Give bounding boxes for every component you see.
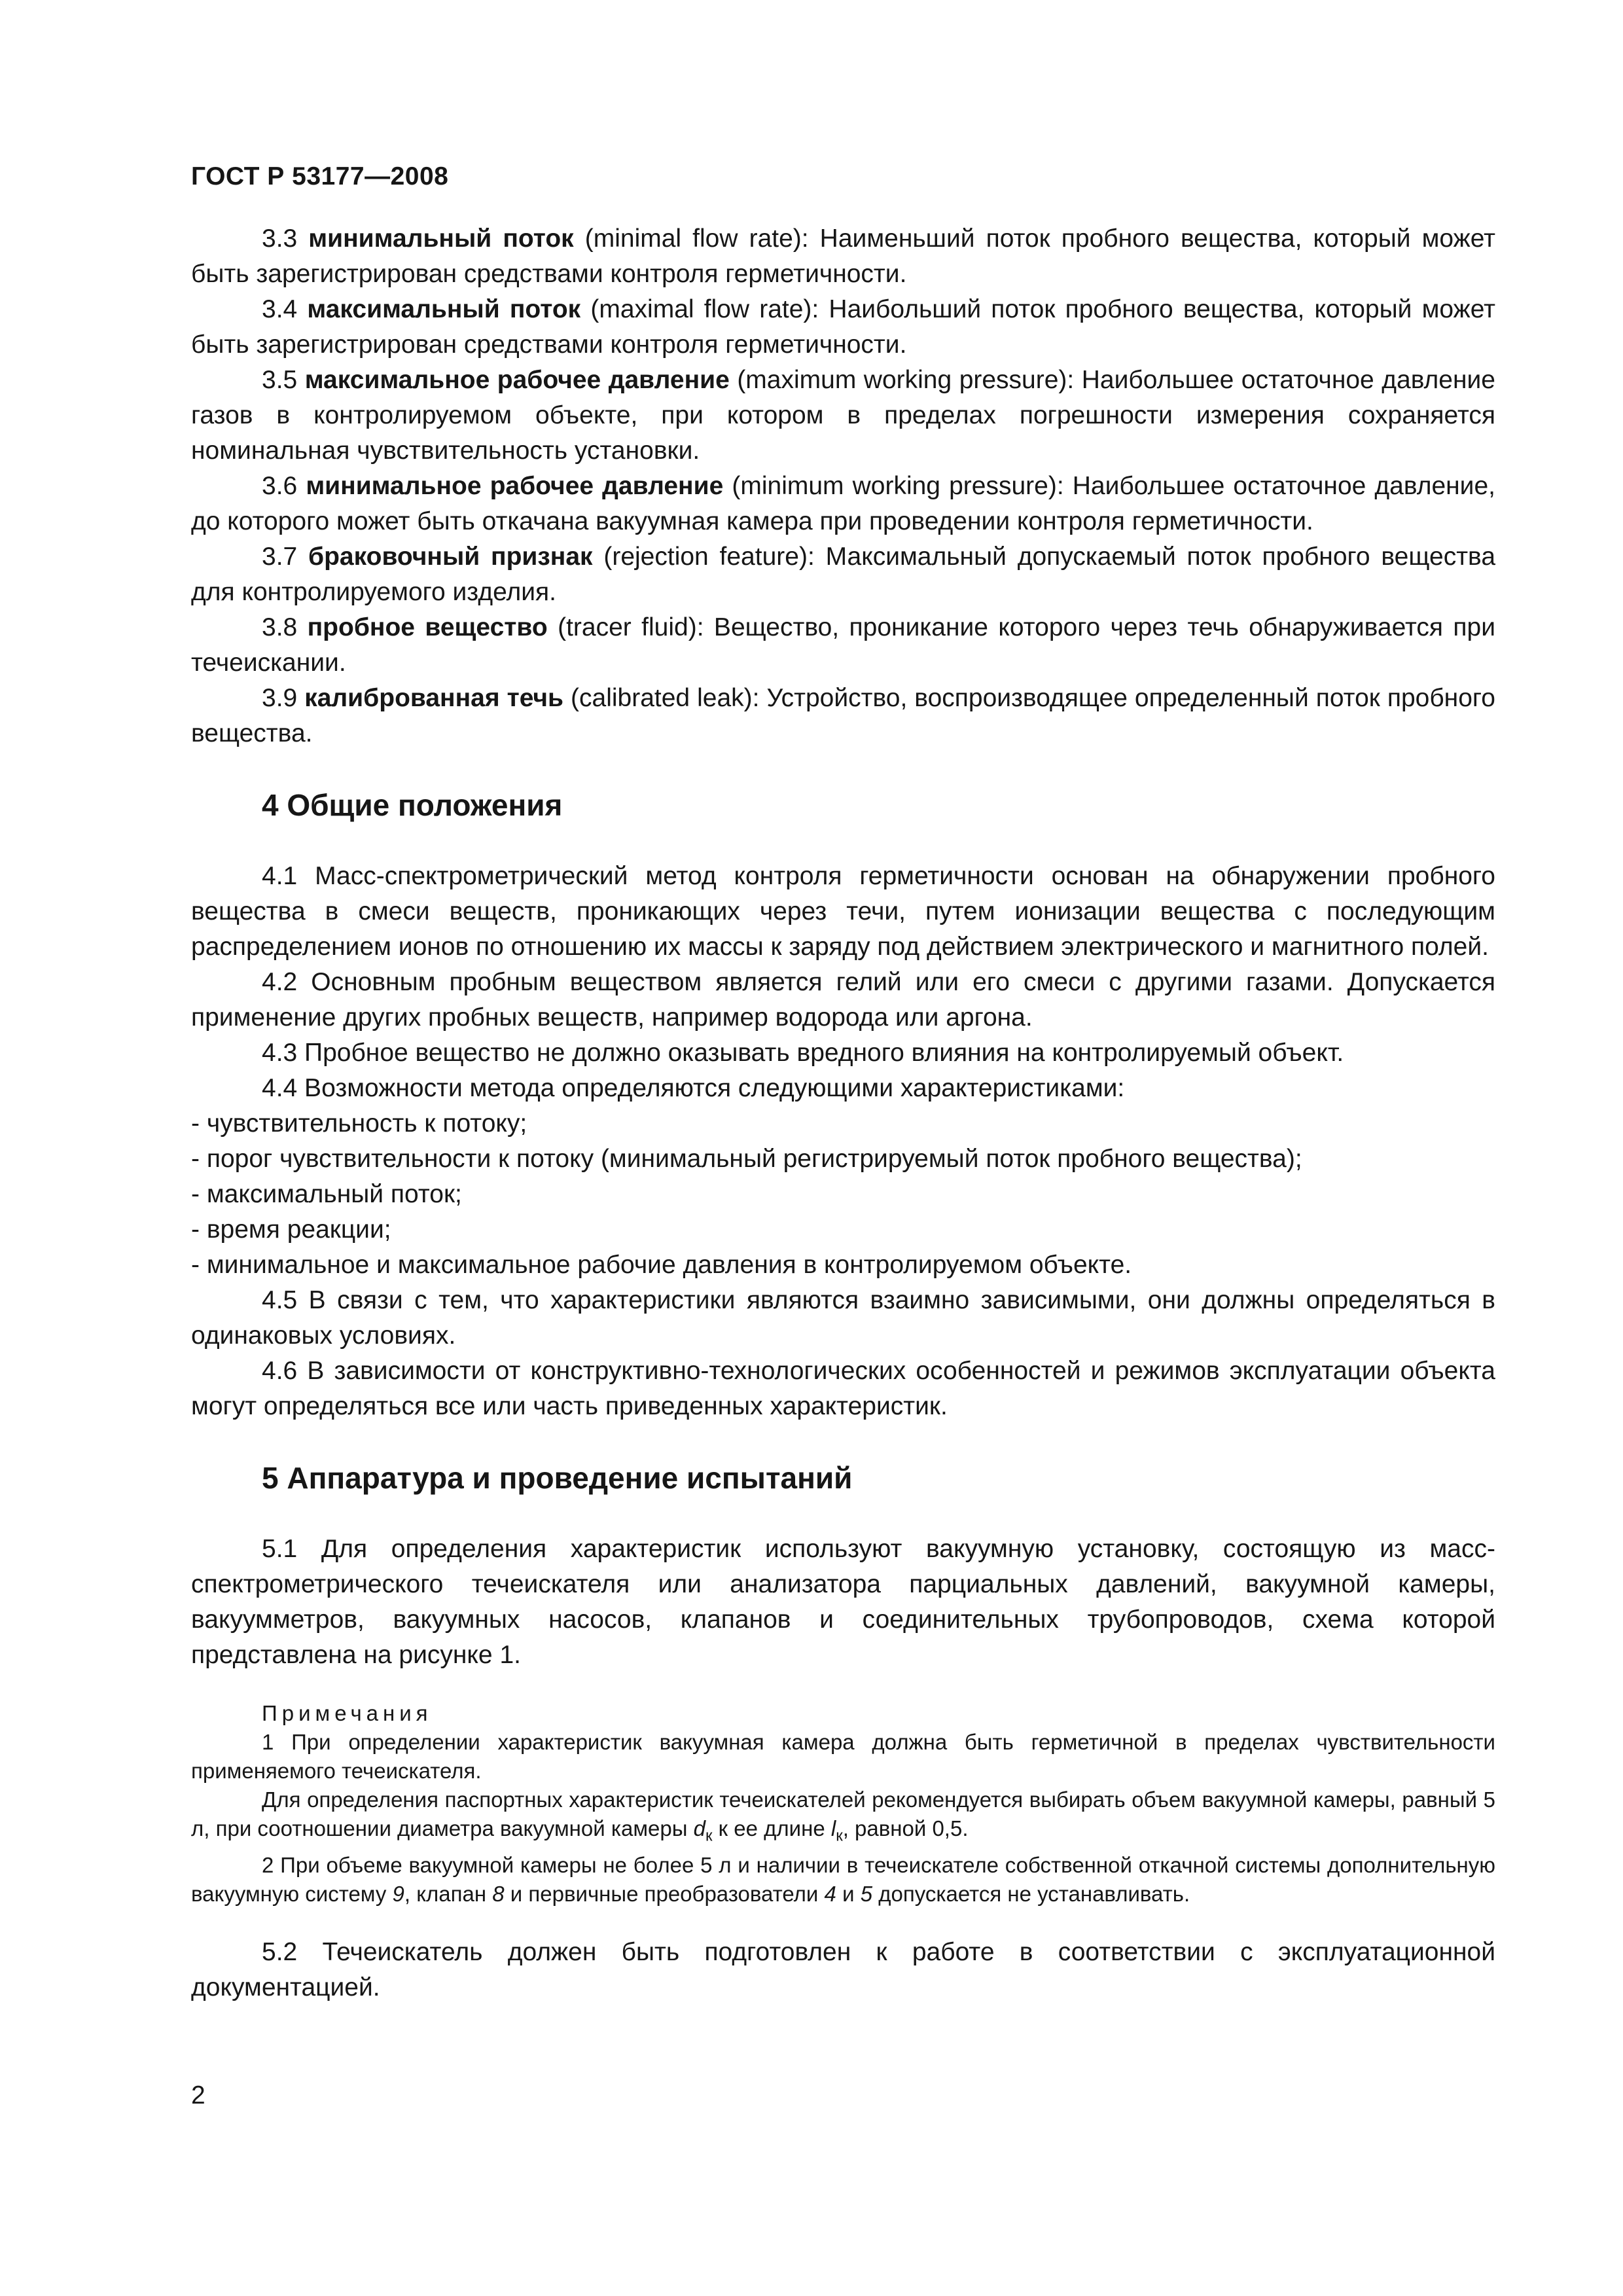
note-2: 2 При объеме вакуумной камеры не более 5 л и наличии в течеискателе собственной откачной системы дополнительную вакуумную систему 9, клапан 8 и первичные преобразователи 4 и 5 допускается не устанавливать. <box>191 1852 1495 1906</box>
paragraph-5-1: 5.1 Для определения характеристик используют вакуумную установку, состоящую из масс-спектрометрического течеискателя или анализатора парциальных давлений, вакуумной камеры, вакуумметров, вакуумных насосов, клапанов и соединительных трубопроводов, схема которой представлена на рисунке 1. <box>191 1535 1495 1669</box>
paragraph-5-2: 5.2 Течеискатель должен быть подготовлен к работе в соответствии с эксплуатационной документацией. <box>191 1937 1495 2001</box>
section-5-heading: 5 Аппаратура и проведение испытаний <box>262 1461 853 1495</box>
list-item: - минимальное и максимальное рабочие давления в контролируемом объекте. <box>191 1251 1132 1279</box>
paragraph-4-4: 4.4 Возможности метода определяются следующими характеристиками: <box>262 1074 1125 1102</box>
document-body <box>191 221 1495 2005</box>
list-item: - чувствительность к потоку; <box>191 1109 527 1138</box>
definition-3-5: 3.5 максимальное рабочее давление (maximum working pressure): Наибольшее остаточное давление газов в контролируемом объекте, при котором в пределах погрешности измерения сохраняется номинальная чувствительность установки. <box>191 366 1495 465</box>
list-item: - время реакции; <box>191 1215 391 1244</box>
notes-block <box>191 1699 1495 1909</box>
note-1: 1 При определении характеристик вакуумная камера должна быть герметичной в пределах чувствительности применяемого течеискателя. <box>191 1730 1495 1783</box>
paragraph-4-2: 4.2 Основным пробным веществом является гелий или его смеси с другими газами. Допускается применение других пробных веществ, например водорода или аргона. <box>191 968 1495 1031</box>
list-item: - максимальный поток; <box>191 1180 462 1208</box>
paragraph-4-1: 4.1 Масс-спектрометрический метод контроля герметичности основан на обнаружении пробного вещества в смеси веществ, проникающих через течи, путем ионизации вещества с последующим распределением ионов по отношению их массы к заряду под действием электрического и магнитного полей. <box>191 862 1495 961</box>
paragraph-4-5: 4.5 В связи с тем, что характеристики являются взаимно зависимыми, они должны определяться в одинаковых условиях. <box>191 1286 1495 1350</box>
definition-3-4: 3.4 максимальный поток (maximal flow rate): Наибольший поток пробного вещества, который может быть зарегистрирован средствами контроля герметичности. <box>191 295 1496 359</box>
definition-3-3: 3.3 минимальный поток (minimal flow rate): Наименьший поток пробного вещества, который может быть зарегистрирован средствами контроля герметичности. <box>191 224 1495 288</box>
page-number: 2 <box>191 2081 205 2109</box>
definition-3-7: 3.7 браковочный признак (rejection feature): Максимальный допускаемый поток пробного вещества для контролируемого изделия. <box>191 543 1496 606</box>
note-1-continuation: Для определения паспортных характеристик течеискателей рекомендуется выбирать объем вакуумной камеры, равный 5 л, при соотношении диаметра вакуумной камеры $d_к$ к ее длине $l_к$, равной 0,5. <box>191 1787 1495 1845</box>
paragraph-4-6: 4.6 В зависимости от конструктивно-технологических особенностей и режимов эксплуатации объекта могут определяться все или часть приведенных характеристик. <box>191 1357 1495 1420</box>
paragraph-4-3: 4.3 Пробное вещество не должно оказывать вредного влияния на контролируемый объект. <box>262 1039 1344 1067</box>
notes-title: Примечания <box>262 1701 433 1725</box>
list-item: - порог чувствительности к потоку (минимальный регистрируемый поток пробного вещества); <box>191 1145 1302 1173</box>
definition-3-8: 3.8 пробное вещество (tracer fluid): Вещество, проникание которого через течь обнаруживается при течеискании. <box>191 613 1496 677</box>
definition-3-9: 3.9 калиброванная течь (calibrated leak): Устройство, воспроизводящее определенный поток пробного вещества. <box>191 684 1495 747</box>
section-4-heading: 4 Общие положения <box>262 788 563 822</box>
definition-3-6: 3.6 минимальное рабочее давление (minimum working pressure): Наибольшее остаточное давление, до которого может быть откачана вакуумная камера при проведении контроля герметичности. <box>191 472 1495 535</box>
document-header: ГОСТ Р 53177—2008 <box>191 162 449 190</box>
